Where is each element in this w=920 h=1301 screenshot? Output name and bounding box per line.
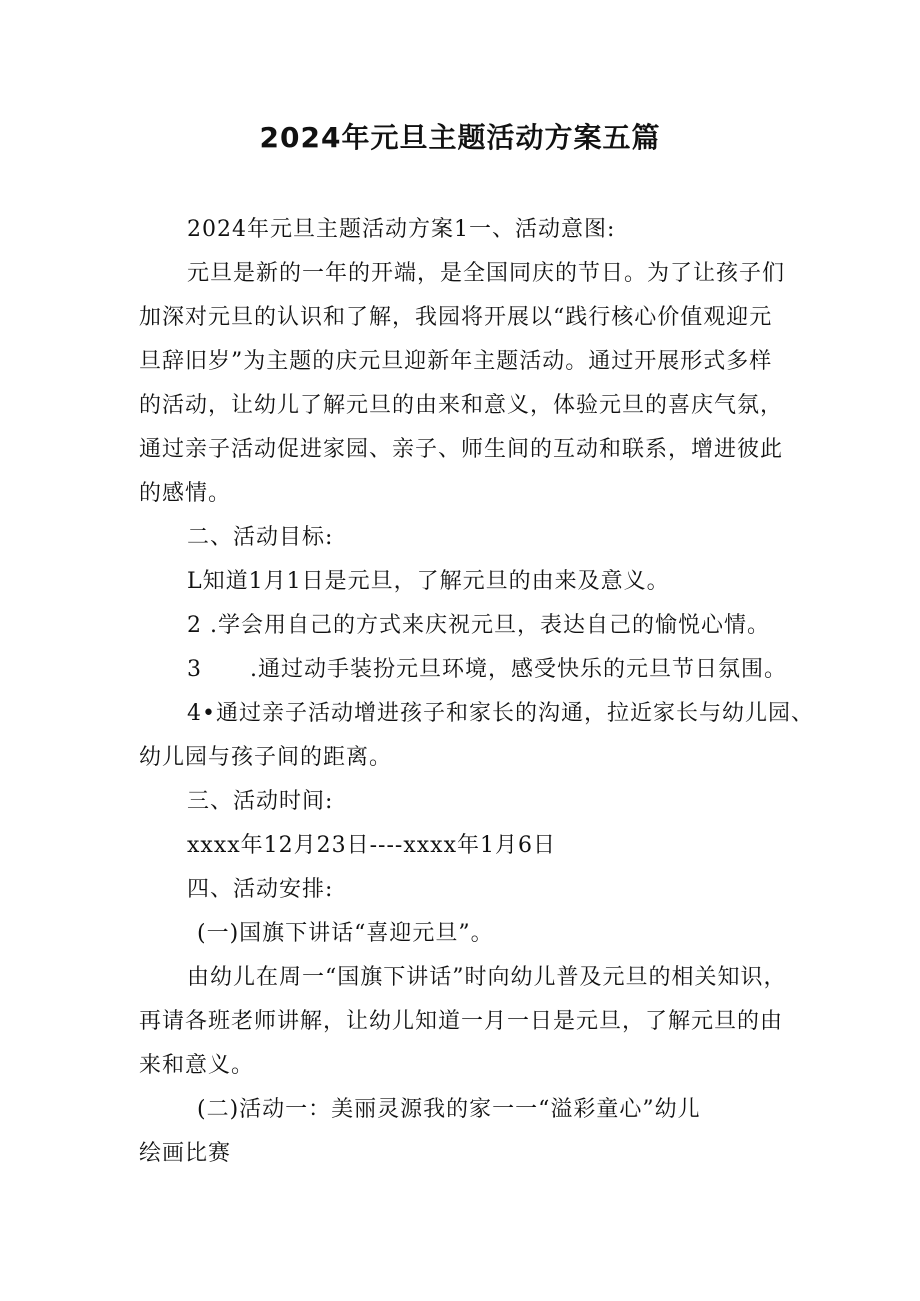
section-heading: 三、活动时间:	[187, 789, 334, 814]
document-title: 2024年元旦主题活动方案五篇	[259, 121, 661, 154]
paragraph-line: 由幼儿在周一“国旗下讲话”时向幼儿普及元旦的相关知识，	[187, 965, 787, 990]
paragraph-line: 加深对元旦的认识和了解，我园将开展以“践行核心价值观迎元	[139, 305, 773, 330]
paragraph-line: 的感情。	[139, 481, 232, 506]
section-heading: 二、活动目标:	[187, 525, 334, 550]
paragraph-line: 2024年元旦主题活动方案1一、活动意图:	[187, 217, 616, 242]
section-heading: 四、活动安排:	[187, 877, 334, 902]
list-item: L知道1月1日是元旦，了解元旦的由来及意义。	[187, 569, 670, 594]
paragraph-line: 来和意义。	[139, 1053, 255, 1078]
list-item: 4•通过亲子活动增进孩子和家长的沟通，拉近家长与幼儿园、	[187, 701, 814, 726]
list-item-continued: 幼儿园与孩子间的距离。	[139, 745, 393, 770]
sub-heading-continued: 绘画比赛	[139, 1141, 232, 1166]
paragraph-line: 的活动，让幼儿了解元旦的由来和意义，体验元旦的喜庆气氛，	[139, 393, 784, 418]
paragraph-line: 元旦是新的一年的开端，是全国同庆的节日。为了让孩子们	[187, 261, 786, 286]
list-item: 2 .学会用自己的方式来庆祝元旦，表达自己的愉悦心情。	[187, 613, 770, 638]
paragraph-line: 旦辞旧岁”为主题的庆元旦迎新年主题活动。通过开展形式多样	[139, 349, 773, 374]
list-item: 3 .通过动手装扮元旦环境，感受快乐的元旦节日氛围。	[187, 657, 787, 682]
paragraph-line: 再请各班老师讲解，让幼儿知道一月一日是元旦，了解元旦的由	[139, 1009, 784, 1034]
sub-heading: (一)国旗下讲话“喜迎元旦”。	[197, 921, 494, 946]
sub-heading: (二)活动一：美丽灵源我的家一一“溢彩童心”幼儿	[197, 1097, 701, 1122]
activity-dates: xxxx年12月23日----xxxx年1月6日	[187, 833, 556, 858]
paragraph-line: 通过亲子活动促进家园、亲子、师生间的互动和联系，增进彼此	[139, 437, 784, 462]
